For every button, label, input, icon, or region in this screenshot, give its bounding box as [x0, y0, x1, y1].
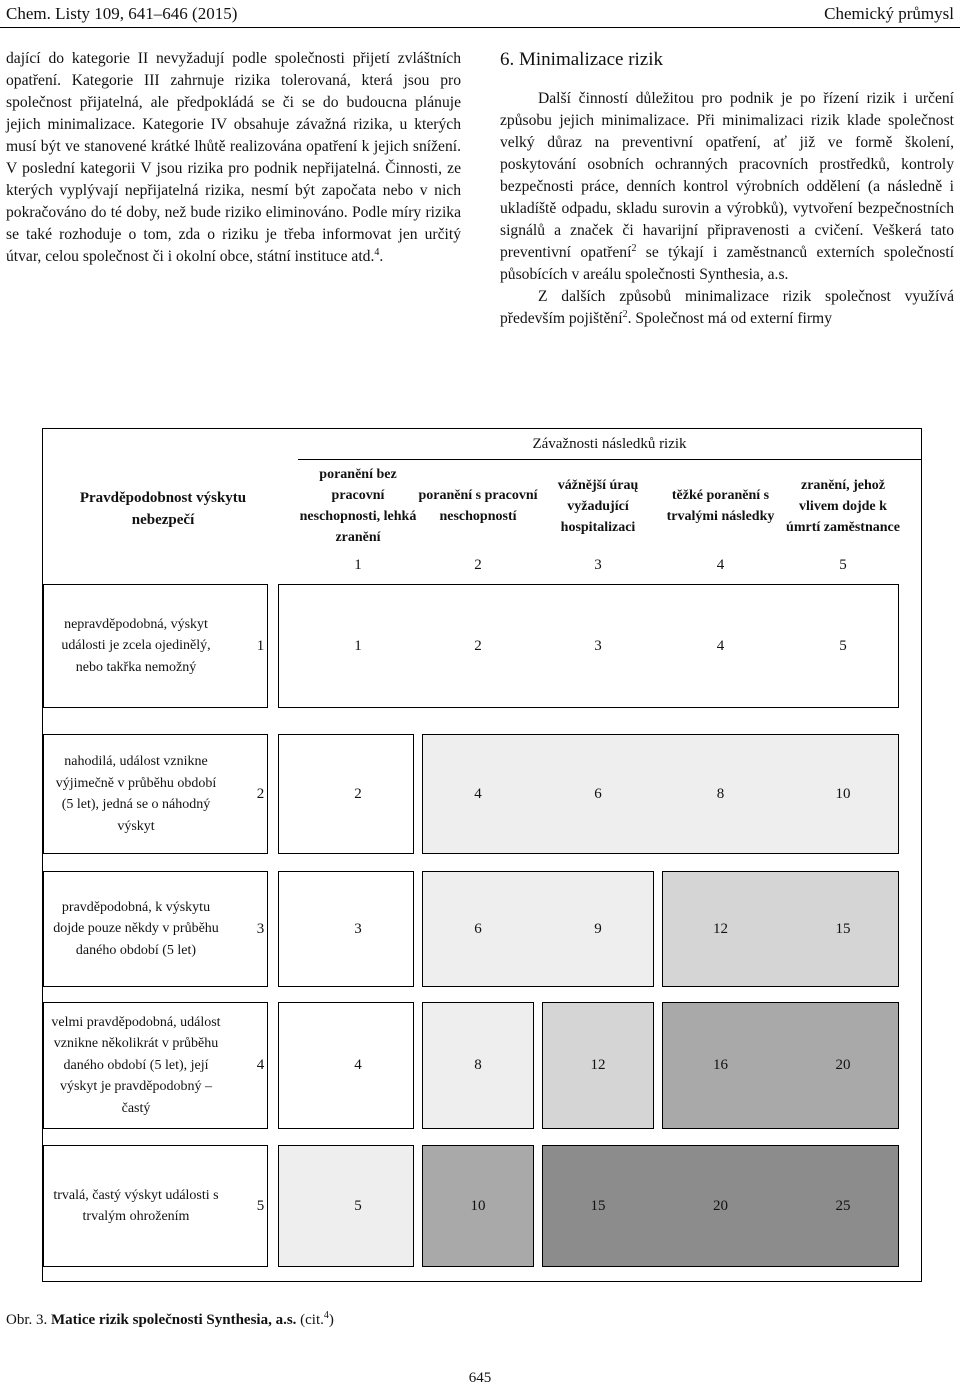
- risk-score-cell: 2: [474, 637, 482, 654]
- severity-value-3: 3: [594, 556, 602, 573]
- risk-score-cell: 20: [835, 1057, 851, 1073]
- right-paragraph-2-text: Z dalších způsobů minimalizace rizik společnost využívá především pojištění: [500, 288, 954, 327]
- running-header: [0, 0, 960, 27]
- risk-score-cell: 3: [594, 637, 602, 654]
- caption-title: Matice rizik společnosti Synthesia, a.s.: [51, 1312, 297, 1328]
- caption-cit-end: ): [328, 1312, 334, 1328]
- probability-label-4: velmi pravděpodobná, událost vznikne několikrát v průběhu daného období (5 let), její výskyt je pravděpodobný – častý: [51, 1014, 221, 1116]
- severity-label-1: poranění bez pracovní neschopnosti, lehká zranění: [299, 467, 417, 545]
- risk-score-cell: 8: [474, 1057, 482, 1073]
- severity-label-3: vážnější úraų vyžadující hospitalizaci: [557, 477, 639, 535]
- risk-score-cell: 2: [354, 785, 362, 802]
- risk-score-cell: 12: [590, 1057, 606, 1073]
- right-paragraph-2-tail: . Společnost má od externí firmy: [627, 310, 832, 327]
- risk-score-cell: 20: [713, 1197, 728, 1214]
- right-paragraph-1-tail: se týkají i zaměstnanců externích společností působících v areálu společnosti Synthesia, a.s.: [500, 244, 954, 283]
- probability-value-4: 4: [256, 1057, 265, 1073]
- caption-cit: (cit.: [296, 1312, 324, 1328]
- probability-title: Pravděpodobnost výskytu nebezpečí: [79, 490, 247, 528]
- right-paragraph-1-text: Další činností důležitou pro podnik je po řízení rizik i určení způsobu jejich minimalizace. Při minimalizaci rizik klade společnost velký důraz na preventivní opatření, ať již ve formě školení, poskytování osobních ochranných pracovních prostředků, kontroly bezpečnosti práce, denních kontrol výrobních oddělení (a následně i ukladíště odpadu, skladu surovin a výrobků), vytvoření bezpečnostních signálů a značek či havarijní připravenosti a cvičení. Veškerá tato preventivní opatření: [500, 90, 954, 261]
- header-rule: [0, 27, 960, 28]
- risk-score-cell: 4: [716, 637, 725, 654]
- left-column: [6, 48, 461, 268]
- probability-value-1: 1: [256, 637, 265, 654]
- risk-score-cell: 10: [835, 785, 851, 802]
- risk-score-cell: 5: [354, 1197, 362, 1214]
- caption-prefix: Obr. 3.: [6, 1312, 48, 1328]
- right-paragraph-2-ref: 2: [622, 308, 628, 320]
- section-title: 6. Minimalizace rizik: [500, 49, 664, 70]
- risk-score-cell: 4: [354, 1057, 362, 1073]
- left-paragraph-text: dající do kategorie II nevyžadují podle společnosti přijetí zvláštních opatření. Kategorie III zahrnuje rizika tolerovaná, která jsou pro společnost přijatelná, ale předpokládá se či se do budoucna plánuje jejich minimalizace. Kategorie IV obsahuje závažná rizika, u kterých musí být ve stanovené krátké lhůtě realizována opatření k jejich snížení. V poslední kategorii V jsou rizika pro podnik nepřijatelná. Činnosti, ze kterých vyplývají nepřijatelná rizika, nesmí být započata nebo v nich pokračováno do té doby, než bude riziko eliminováno. Podle míry rizika se také rozhoduje o tom, zda o riziku je třeba informovat jen určitý útvar, celou společnost či i okolní obce, státní instituce atd.: [6, 50, 461, 265]
- right-column: [500, 48, 954, 330]
- page-number: 645: [468, 1370, 492, 1386]
- right-paragraph-1: [500, 88, 954, 286]
- figure-caption: [6, 1312, 334, 1329]
- right-paragraph-1-ref: 2: [631, 242, 637, 254]
- probability-label-2: nahodilá, událost vznikne výjimečně v průběhu období (5 let), jedná se o náhodný výskyt: [55, 754, 217, 834]
- caption-cit-ref: 4: [323, 1310, 329, 1321]
- severity-value-4: 4: [716, 556, 725, 573]
- severity-value-1: 1: [354, 556, 362, 573]
- risk-score-cell: 8: [716, 785, 725, 802]
- probability-label-1: nepravděpodobná, výskyt události je zcela ojedinělý, nebo takřka nemožný: [61, 616, 211, 675]
- probability-label-5: trvalá, častý výskyt události s trvalým ohrožením: [53, 1187, 219, 1224]
- severity-value-2: 2: [474, 556, 482, 573]
- severity-value-5: 5: [839, 556, 847, 573]
- severity-title: Závažnosti následků rizik: [532, 435, 687, 452]
- left-paragraph-ref: 4: [374, 246, 380, 258]
- risk-score-cell: 15: [835, 920, 851, 937]
- risk-score-cell: 9: [594, 920, 602, 937]
- risk-score-cell: 15: [590, 1197, 606, 1214]
- risk-score-cell: 5: [839, 637, 847, 654]
- severity-label-4: těžké poranění s trvalými následky: [666, 488, 775, 524]
- journal-citation: Chem. Listy 109, 641–646 (2015): [6, 3, 238, 23]
- risk-score-cell: 16: [713, 1057, 728, 1073]
- risk-score-cell: 12: [713, 920, 728, 937]
- left-paragraph: [6, 48, 461, 268]
- right-paragraph-2: [500, 286, 954, 330]
- risk-matrix-figure: [42, 428, 922, 1282]
- risk-score-cell: 6: [474, 920, 482, 937]
- probability-value-2: 2: [256, 785, 265, 802]
- risk-score-cell: 10: [470, 1197, 486, 1214]
- risk-score-cell: 6: [594, 785, 602, 802]
- risk-score-cell: 3: [354, 920, 362, 937]
- severity-label-2: poranění s pracovní neschopností: [418, 488, 538, 524]
- severity-label-5: zranění, jehož vlivem dojde k úmrtí zaměstnance: [786, 477, 900, 535]
- probability-label-3: pravděpodobná, k výskytu dojde pouze někdy v průběhu daného období (5 let): [53, 899, 219, 958]
- probability-value-5: 5: [256, 1197, 265, 1214]
- left-paragraph-end: .: [379, 248, 384, 265]
- probability-value-3: 3: [256, 920, 265, 937]
- journal-section: Chemický průmysl: [824, 3, 954, 23]
- risk-score-cell: 4: [474, 785, 482, 802]
- risk-score-cell: 1: [354, 637, 362, 654]
- risk-score-cell: 25: [835, 1197, 851, 1214]
